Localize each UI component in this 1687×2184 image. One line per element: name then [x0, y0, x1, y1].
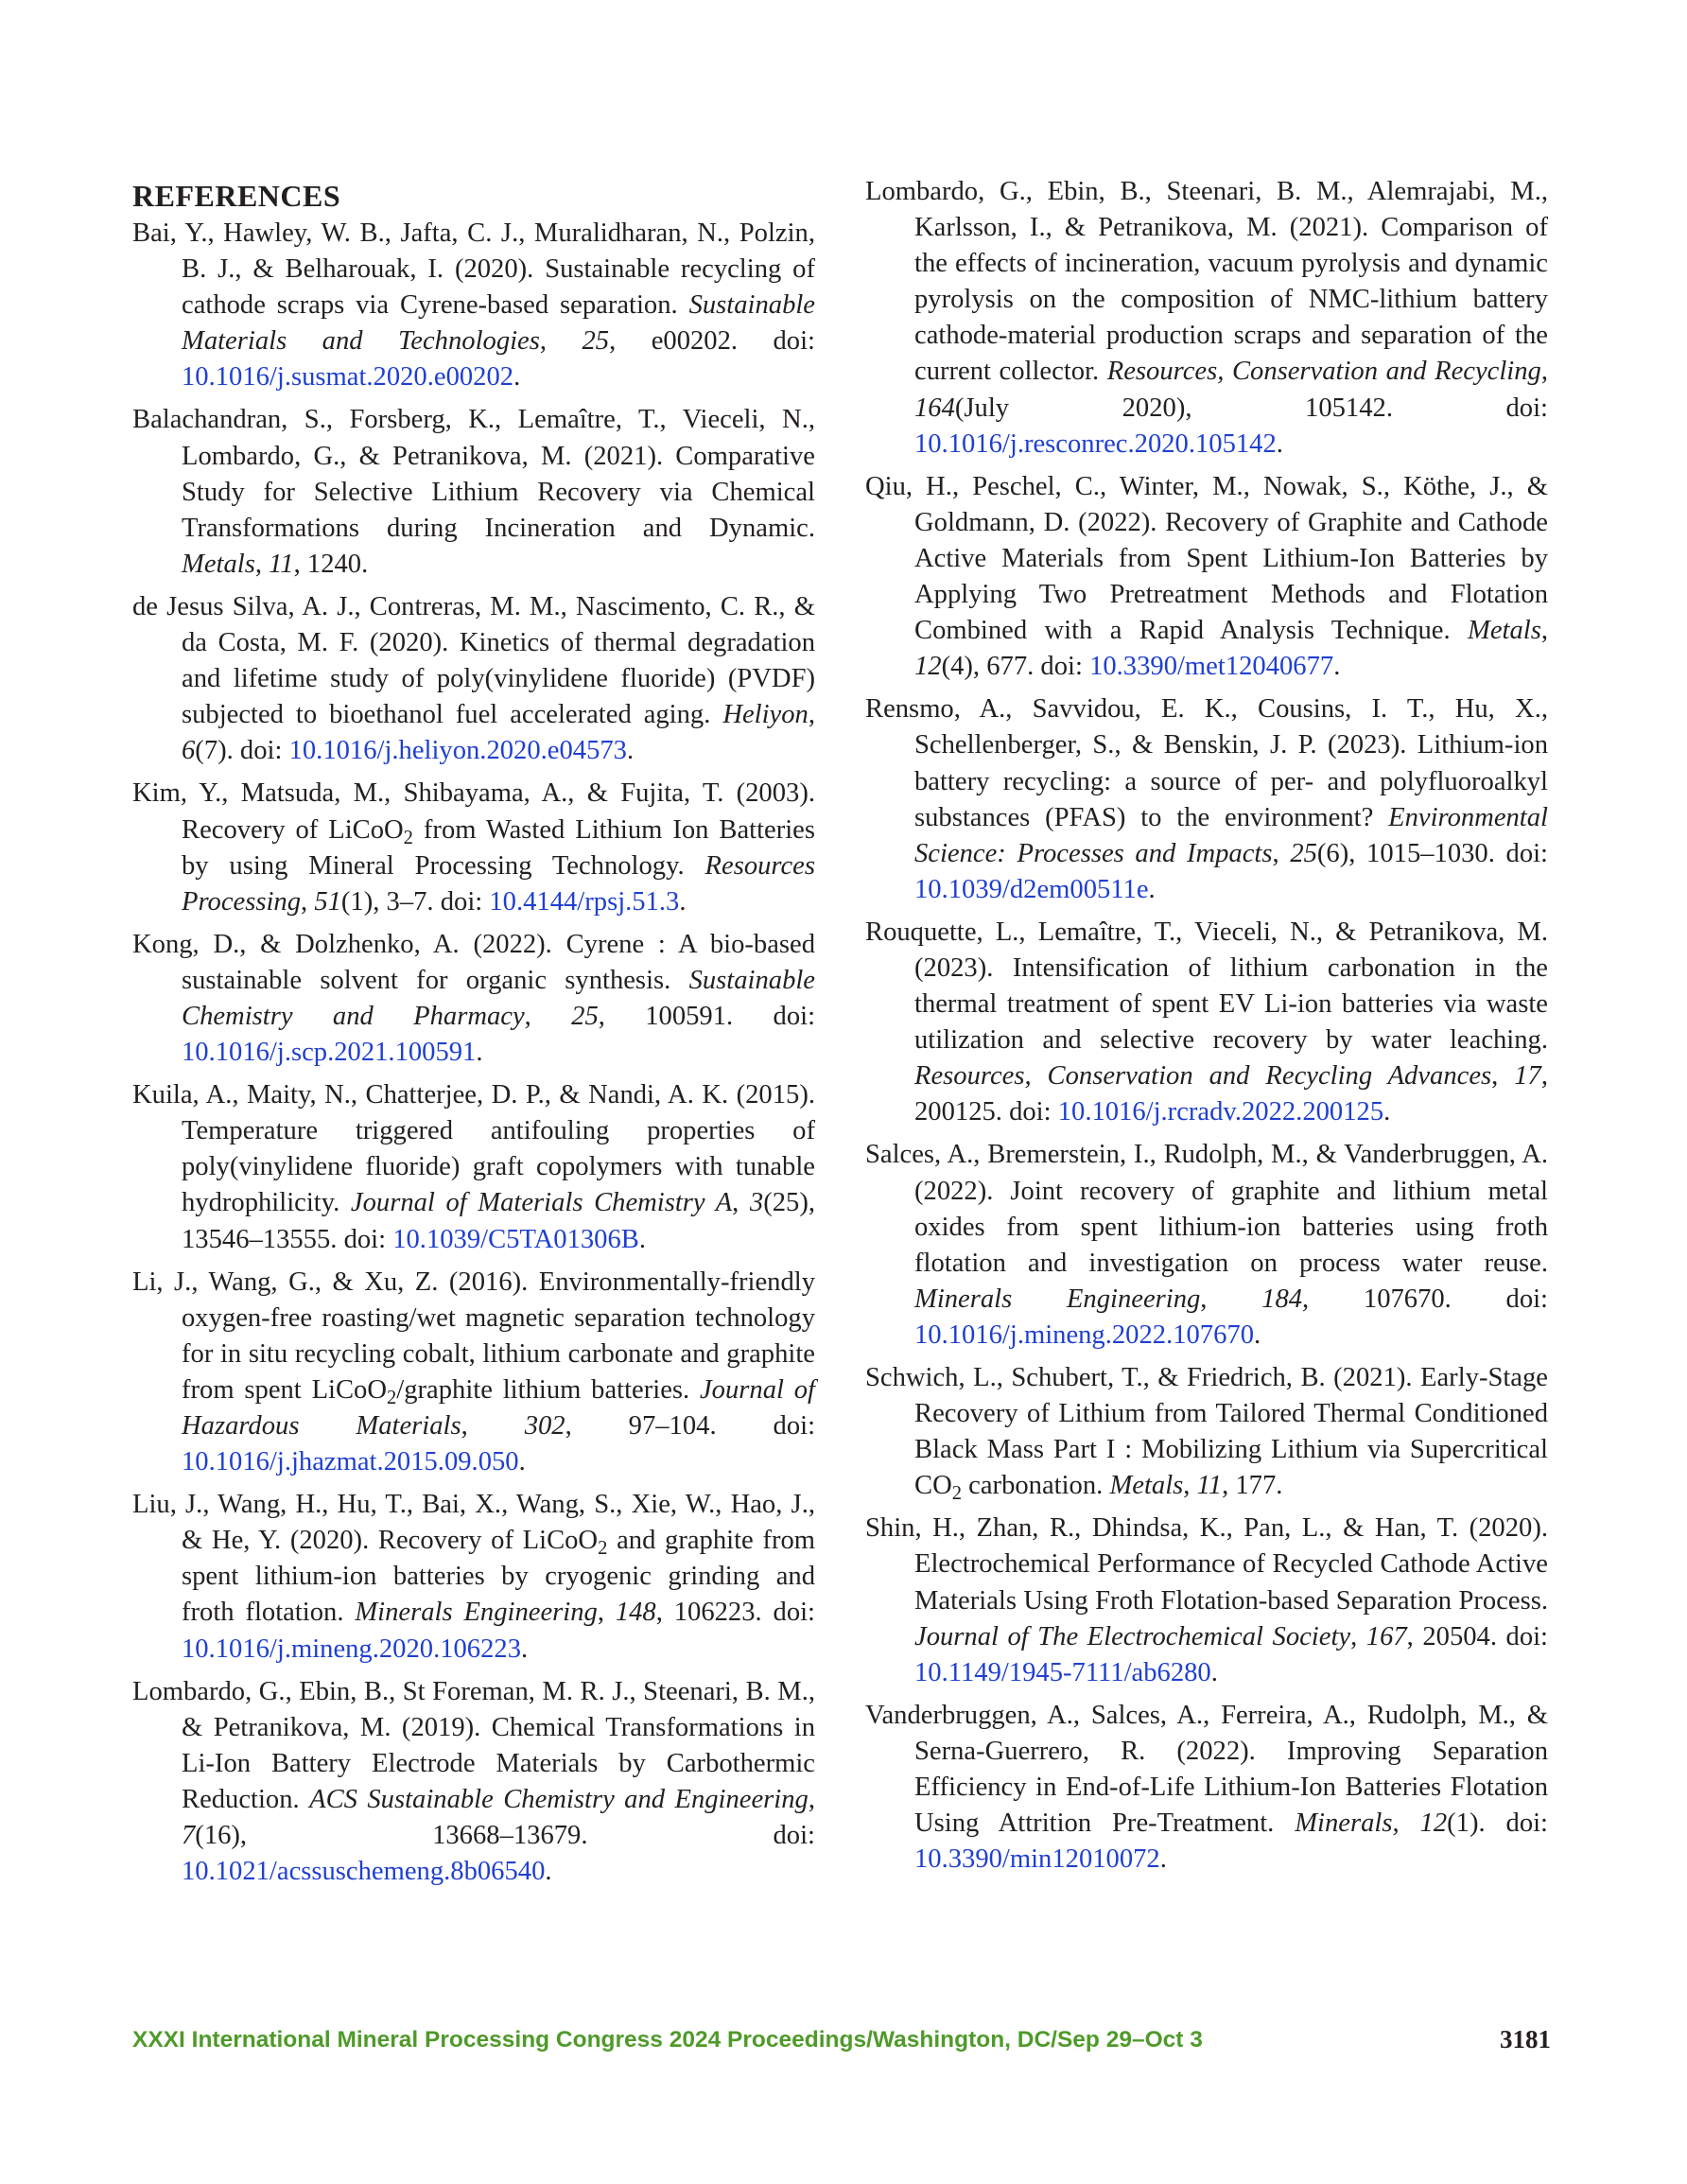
reference-text: Kong, D., & Dolzhenko, A. (2022). Cyrene : A bio-based sustainable solvent for organic synthesis. [132, 929, 815, 995]
reference-entry [865, 1137, 1548, 1354]
reference-text: (16), 13668–13679. doi: [195, 1821, 815, 1851]
reference-text: Balachandran, S., Forsberg, K., Lemaître, T., Vieceli, N., Lombardo, G., & Petranikova, M. (2021). Comparative Study for Selective Lithium Recovery via Chemical Transformations during Incineration and Dynamic. [132, 405, 815, 543]
page-number: 3181 [1500, 2025, 1551, 2053]
reference-entry [865, 1511, 1548, 1690]
reference-entry [132, 1077, 815, 1257]
reference-text: , [1540, 357, 1548, 387]
doi-link[interactable]: 10.1149/1945-7111/ab6280 [914, 1657, 1211, 1687]
reference-italic: 167 [1365, 1621, 1407, 1651]
reference-text: /graphite lithium batteries. [396, 1374, 700, 1405]
reference-text: . [545, 1857, 552, 1887]
reference-list-left [132, 216, 815, 1890]
doi-link[interactable]: 10.4144/rpsj.51.3 [489, 886, 680, 917]
reference-text: Rensmo, A., Savvidou, E. K., Cousins, I. T., Hu, X., Schellenberger, S., & Benskin, J. P. (2023). Lithium-ion battery recycling: a source of per- and polyfluoroalkyl substances (PFAS) to the environment? [865, 694, 1548, 832]
doi-link[interactable]: 10.1016/j.mineng.2020.106223 [182, 1634, 521, 1664]
reference-text: , [808, 1784, 815, 1814]
reference-text: , [524, 1001, 572, 1031]
page-footer [132, 2027, 1551, 2061]
reference-entry [132, 589, 815, 769]
doi-link[interactable]: 10.1021/acssuschemeng.8b06540 [182, 1857, 546, 1887]
reference-text: Schwich, L., Schubert, T., & Friedrich, B. (2021). Early-Stage Recovery of Lithium from Tailored Thermal Conditioned Black Mass Part I : Mobilizing Lithium via Supercritical CO [865, 1363, 1548, 1501]
reference-entry [865, 469, 1548, 686]
reference-italic: Minerals Engineering [355, 1598, 598, 1628]
reference-text: , [1183, 1471, 1197, 1501]
reference-text: Kuila, A., Maity, N., Chatterjee, D. P., & Nandi, A. K. (2015). Temperature triggered antifouling properties of poly(vinylidene fluoride) graft copolymers with tunable hydrophilicity. [132, 1080, 815, 1218]
reference-text: . [638, 1224, 646, 1254]
reference-italic: 25 [571, 1001, 599, 1031]
reference-text: . [626, 736, 635, 766]
reference-italic: Journal of Hazardous Materials [182, 1374, 815, 1441]
reference-text: , 97–104. doi: [565, 1411, 816, 1441]
reference-italic: 11 [1196, 1471, 1223, 1501]
doi-link[interactable]: 10.1039/C5TA01306B [392, 1224, 639, 1254]
reference-italic: Metals [1109, 1471, 1184, 1501]
reference-italic: Environmental Science: Processes and Impacts [914, 802, 1548, 868]
reference-text: , [1392, 1808, 1420, 1839]
reference-entry [132, 776, 815, 919]
reference-text: . [1333, 652, 1341, 682]
reference-text: , [254, 549, 270, 579]
reference-text: , 20504. doi: [1406, 1621, 1549, 1651]
reference-italic: Sustainable Materials and Technologies [182, 290, 815, 357]
reference-text: Bai, Y., Hawley, W. B., Jafta, C. J., Muralidharan, N., Polzin, B. J., & Belharouak, I. (2020). Sustainable recycling of cathode scraps via Cyrene-based separation. [132, 218, 815, 321]
reference-text: , [539, 326, 583, 357]
reference-text: , [301, 886, 315, 917]
reference-text: Salces, A., Bremerstein, I., Rudolph, M., & Vanderbruggen, A. (2022). Joint recovery of graphite and lithium metal oxides from spent lithium-ion batteries using froth flotation and investigation on process water reuse. [865, 1140, 1548, 1278]
reference-text: , [732, 1188, 750, 1218]
doi-link[interactable]: 10.1016/j.resconrec.2020.105142 [914, 428, 1277, 459]
reference-text: Kim, Y., Matsuda, M., Shibayama, A., & Fujita, T. (2003). Recovery of LiCoO [132, 778, 815, 845]
reference-text: , [808, 700, 815, 730]
reference-italic: 25 [1290, 838, 1317, 868]
reference-italic: Resources Processing [182, 850, 815, 917]
reference-text: , e00202. doi: [609, 326, 815, 357]
doi-link[interactable]: 10.1016/j.jhazmat.2015.09.050 [182, 1447, 519, 1477]
reference-entry [865, 1360, 1548, 1504]
reference-text: (1). doi: [1447, 1808, 1549, 1839]
reference-entry [132, 1674, 815, 1891]
reference-text: (4), 677. doi: [941, 652, 1090, 682]
reference-text: Qiu, H., Peschel, C., Winter, M., Nowak, S., Köthe, J., & Goldmann, D. (2022). Recovery of Graphite and Cathode Active Materials from Spent Lithium-Ion Batteries by Applying Two Pretreatment Methods and Flotation Combined with a Rapid Analysis Technique. [865, 471, 1548, 646]
subscript: 2 [951, 1483, 963, 1505]
reference-text: . [679, 886, 687, 917]
doi-link[interactable]: 10.1016/j.rcradv.2022.200125 [1057, 1097, 1384, 1127]
reference-italic: 11 [269, 549, 294, 579]
references-left-column [132, 170, 815, 1896]
reference-text: Lombardo, G., Ebin, B., St Foreman, M. R. J., Steenari, B. M., & Petranikova, M. (2019). Chemical Transformations in Li-Ion Battery Electrode Materials by Carbothermic Reduction. [132, 1676, 815, 1814]
reference-text: (6), 1015–1030. doi: [1316, 838, 1549, 868]
doi-link[interactable]: 10.3390/min12010072 [914, 1844, 1160, 1875]
reference-text: . [1148, 874, 1156, 904]
reference-text: Li, J., Wang, G., & Xu, Z. (2016). Environmentally-friendly oxygen-free roasting/wet magnetic separation technology for in situ recycling cobalt, lithium carbonate and graphite from spent LiCoO [132, 1267, 815, 1405]
reference-text: Rouquette, L., Lemaître, T., Vieceli, N., & Petranikova, M. (2023). Intensification of lithium carbonation in the thermal treatment of spent EV Li-ion batteries via waste utilization and selective recovery by water leaching. [865, 917, 1548, 1056]
references-right-column [865, 174, 1548, 1884]
reference-text: . [1210, 1657, 1218, 1687]
reference-text: (1), 3–7. doi: [340, 886, 490, 917]
reference-text: , [1540, 616, 1548, 646]
reference-entry [865, 915, 1548, 1131]
doi-link[interactable]: 10.3390/met12040677 [1089, 652, 1334, 682]
reference-text: . [1276, 428, 1283, 459]
reference-entry [132, 1265, 815, 1481]
reference-entry [132, 927, 815, 1071]
reference-italic: 302 [524, 1411, 565, 1441]
reference-italic: 3 [749, 1188, 764, 1218]
reference-italic: Metals [1468, 616, 1541, 646]
references-heading: REFERENCES [132, 179, 341, 213]
reference-text: Liu, J., Wang, H., Hu, T., Bai, X., Wang, S., Xie, W., Hao, J., & He, Y. (2020). Recovery of LiCoO [132, 1490, 815, 1556]
reference-italic: Metals [182, 549, 255, 579]
reference-entry [132, 1487, 815, 1667]
reference-text: Vanderbruggen, A., Salces, A., Ferreira, A., Rudolph, M., & Serna-Guerrero, R. (2022). Improving Separation Efficiency in End-of-Life Lithium-Ion Batteries Flotation Using Attrition Pre-Treatment. [865, 1700, 1548, 1839]
reference-italic: 51 [314, 886, 341, 917]
reference-entry [865, 174, 1548, 463]
reference-text: (July 2020), 105142. doi: [954, 393, 1548, 423]
reference-italic: Resources, Conservation and Recycling [1106, 357, 1541, 387]
reference-text: , 200125. doi: [914, 1061, 1548, 1127]
reference-italic: ACS Sustainable Chemistry and Engineering [309, 1784, 809, 1814]
reference-text: . [513, 362, 521, 393]
reference-italic: 12 [1419, 1808, 1448, 1839]
reference-list-right [865, 174, 1548, 1878]
reference-text: and graphite from spent lithium-ion batteries by cryogenic grinding and froth flotation. [182, 1526, 816, 1628]
reference-italic: 164 [914, 393, 955, 423]
reference-text: Shin, H., Zhan, R., Dhindsa, K., Pan, L., & Han, T. (2020). Electrochemical Performance of Recycled Cathode Active Materials Using Froth Flotation-based Separation Process. [865, 1513, 1548, 1616]
reference-italic: 148 [615, 1598, 656, 1628]
reference-text: . [1383, 1097, 1391, 1127]
reference-text: , [597, 1598, 616, 1628]
reference-entry [132, 216, 815, 395]
doi-link[interactable]: 10.1039/d2em00511e [914, 874, 1149, 904]
reference-text: (25), 13546–13555. doi: [182, 1188, 816, 1254]
reference-text: . [521, 1634, 529, 1664]
reference-italic: 17 [1514, 1061, 1541, 1092]
reference-italic: Minerals [1295, 1808, 1393, 1839]
reference-italic: Minerals Engineering [914, 1284, 1201, 1314]
reference-text: , [461, 1411, 525, 1441]
reference-text: , [1491, 1061, 1515, 1092]
doi-link[interactable]: 10.1016/j.susmat.2020.e00202 [182, 362, 514, 393]
reference-text: carbonation. [962, 1471, 1110, 1501]
reference-text: , 107670. doi: [1302, 1284, 1549, 1314]
subscript: 2 [598, 1538, 608, 1560]
reference-text: . [1254, 1319, 1261, 1350]
reference-text: Lombardo, G., Ebin, B., Steenari, B. M., Alemrajabi, M., Karlsson, I., & Petranikova, M. (2021). Comparison of the effects of incineration, vacuum pyrolysis and dynamic pyrolysis on the composition of NMC-lithium battery cathode-material production scraps and separation of the current collector. [865, 177, 1548, 387]
reference-entry [865, 691, 1548, 908]
subscript: 2 [387, 1387, 397, 1408]
reference-italic: 6 [182, 736, 196, 766]
reference-text: , 1240. [293, 549, 369, 579]
reference-text: de Jesus Silva, A. J., Contreras, M. M., Nascimento, C. R., & da Costa, M. F. (2020). Kinetics of thermal degradation and lifetime study of poly(vinylidene fluoride) (PVDF) subjected to bioethanol fuel accelerated aging. [132, 591, 815, 730]
reference-text: , 177. [1222, 1471, 1283, 1501]
reference-text: . [476, 1038, 483, 1068]
doi-link[interactable]: 10.1016/j.mineng.2022.107670 [914, 1319, 1254, 1350]
reference-italic: 25 [582, 326, 610, 357]
reference-italic: 7 [182, 1821, 196, 1851]
reference-text: (7). doi: [195, 736, 289, 766]
footer-conference-title: XXXI International Mineral Processing Congress 2024 Proceedings/Washington, DC/Sep 29–Oct 3 [132, 2027, 1203, 2053]
reference-italic: 12 [914, 652, 942, 682]
reference-text: , [1200, 1284, 1262, 1314]
reference-entry [132, 402, 815, 582]
reference-italic: Sustainable Chemistry and Pharmacy [182, 965, 815, 1031]
doi-link[interactable]: 10.1016/j.heliyon.2020.e04573 [288, 736, 627, 766]
doi-link[interactable]: 10.1016/j.scp.2021.100591 [182, 1038, 477, 1068]
subscript: 2 [403, 827, 413, 848]
reference-text: , 106223. doi: [655, 1598, 816, 1628]
reference-italic: Heliyon [722, 700, 809, 730]
reference-italic: Journal of Materials Chemistry A [350, 1188, 733, 1218]
reference-italic: 184 [1261, 1284, 1303, 1314]
reference-text: . [1159, 1844, 1167, 1875]
reference-italic: Resources, Conservation and Recycling Advances [914, 1061, 1492, 1092]
reference-text: , 100591. doi: [598, 1001, 816, 1031]
reference-text: , [1350, 1621, 1366, 1651]
reference-entry [865, 1698, 1548, 1878]
reference-text: from Wasted Lithium Ion Batteries by using Mineral Processing Technology. [182, 814, 815, 881]
reference-text: . [518, 1447, 526, 1477]
reference-italic: Journal of The Electrochemical Society [914, 1621, 1351, 1651]
reference-text: , [1272, 838, 1291, 868]
